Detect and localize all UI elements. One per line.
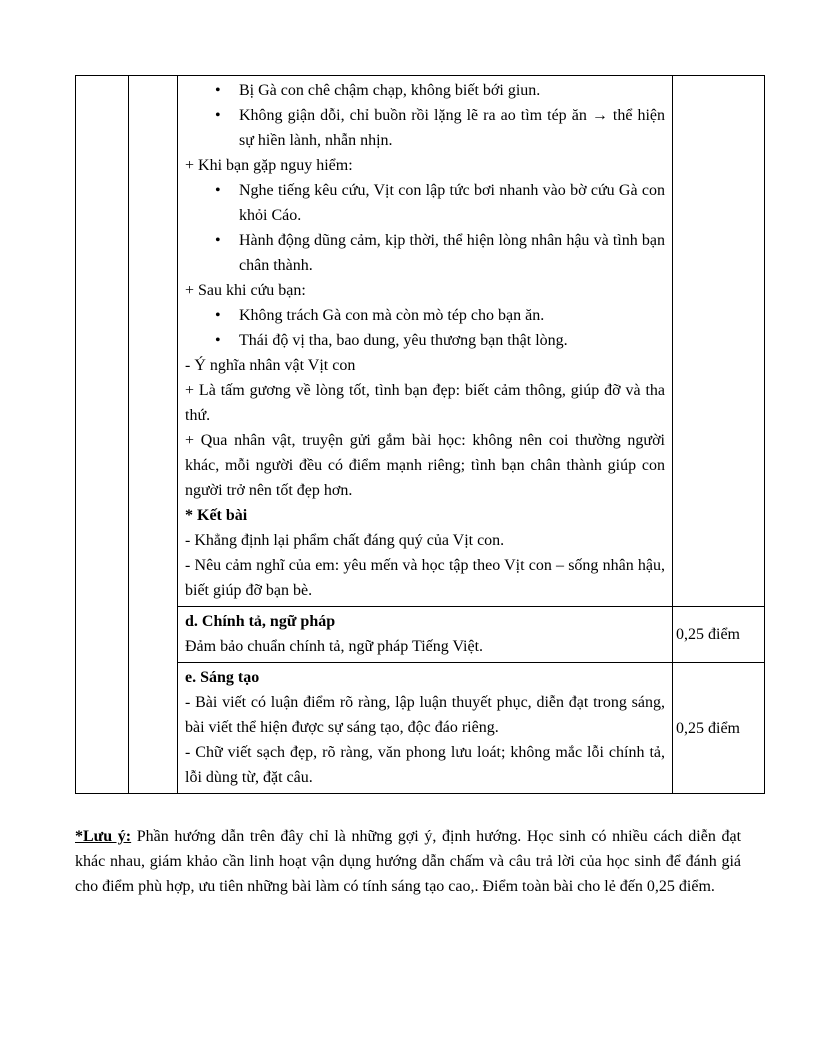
section-heading: * Kết bài xyxy=(185,507,248,524)
analysis-content-cell xyxy=(178,76,673,607)
text-line: + Sau khi cứu bạn: xyxy=(185,282,306,299)
empty-cell-col2 xyxy=(129,76,178,794)
note-label: *Lưu ý: xyxy=(75,828,132,845)
criterion-d-title: d. Chính tả, ngữ pháp xyxy=(185,613,336,630)
criterion-d-cell xyxy=(178,607,673,663)
score-cell-main xyxy=(673,76,765,607)
bullet-line: • Bị Gà con chê chậm chạp, không biết bới giun. xyxy=(185,78,665,103)
text-line: + Qua nhân vật, truyện gửi gắm bài học: không nên coi thường người khác, mỗi người đều có điểm mạnh riêng; tình bạn chân thành giúp con người trở nên tốt đẹp hơn. xyxy=(185,432,665,499)
criterion-e-cell xyxy=(178,663,673,794)
criterion-e-title: e. Sáng tạo xyxy=(185,669,260,686)
empty-cell-col1 xyxy=(76,76,129,794)
grading-note xyxy=(75,824,741,899)
text-line: - Ý nghĩa nhân vật Vịt con xyxy=(185,357,356,374)
bullet-line: • Thái độ vị tha, bao dung, yêu thương bạn thật lòng. xyxy=(185,328,665,353)
score-cell-e: 0,25 điểm xyxy=(673,663,765,794)
text-line: - Bài viết có luận điểm rõ ràng, lập luận thuyết phục, diễn đạt trong sáng, bài viết thể hiện được sự sáng tạo, độc đáo riêng. xyxy=(185,694,665,736)
grading-rubric-table xyxy=(75,75,765,794)
text-line: Đảm bảo chuẩn chính tả, ngữ pháp Tiếng Việt. xyxy=(185,638,484,655)
note-text: Phần hướng dẫn trên đây chỉ là những gợi ý, định hướng. Học sinh có nhiều cách diễn đạt khác nhau, giám khảo cần linh hoạt vận dụng hướng dẫn chấm và câu trả lời của học sinh để đánh giá cho điểm phù hợp, ưu tiên những bài làm có tính sáng tạo cao,. Điểm toàn bài cho lẻ đến 0,25 điểm. xyxy=(75,828,742,895)
text-line: - Khẳng định lại phẩm chất đáng quý của Vịt con. xyxy=(185,532,505,549)
bullet-line: • Không trách Gà con mà còn mò tép cho bạn ăn. xyxy=(185,303,665,328)
bullet-line: • Hành động dũng cảm, kịp thời, thể hiện lòng nhân hậu và tình bạn chân thành. xyxy=(185,228,665,278)
table-row-main xyxy=(76,76,765,607)
text-line: + Khi bạn gặp nguy hiểm: xyxy=(185,157,353,174)
bullet-line: • Nghe tiếng kêu cứu, Vịt con lập tức bơi nhanh vào bờ cứu Gà con khỏi Cáo. xyxy=(185,178,665,228)
table-row-criterion-d xyxy=(76,607,765,663)
score-cell-d: 0,25 điểm xyxy=(673,607,765,663)
table-row-criterion-e xyxy=(76,663,765,794)
text-line: - Chữ viết sạch đẹp, rõ ràng, văn phong lưu loát; không mắc lỗi chính tả, lỗi dùng từ, đặt câu. xyxy=(185,744,665,786)
text-line: - Nêu cảm nghĩ của em: yêu mến và học tập theo Vịt con – sống nhân hậu, biết giúp đỡ bạn bè. xyxy=(185,557,665,599)
text-line: + Là tấm gương về lòng tốt, tình bạn đẹp: biết cảm thông, giúp đỡ và tha thứ. xyxy=(185,382,665,424)
bullet-line: • Không giận dỗi, chỉ buồn rồi lặng lẽ ra ao tìm tép ăn → thể hiện sự hiền lành, nhẫn nhịn. xyxy=(185,103,665,153)
